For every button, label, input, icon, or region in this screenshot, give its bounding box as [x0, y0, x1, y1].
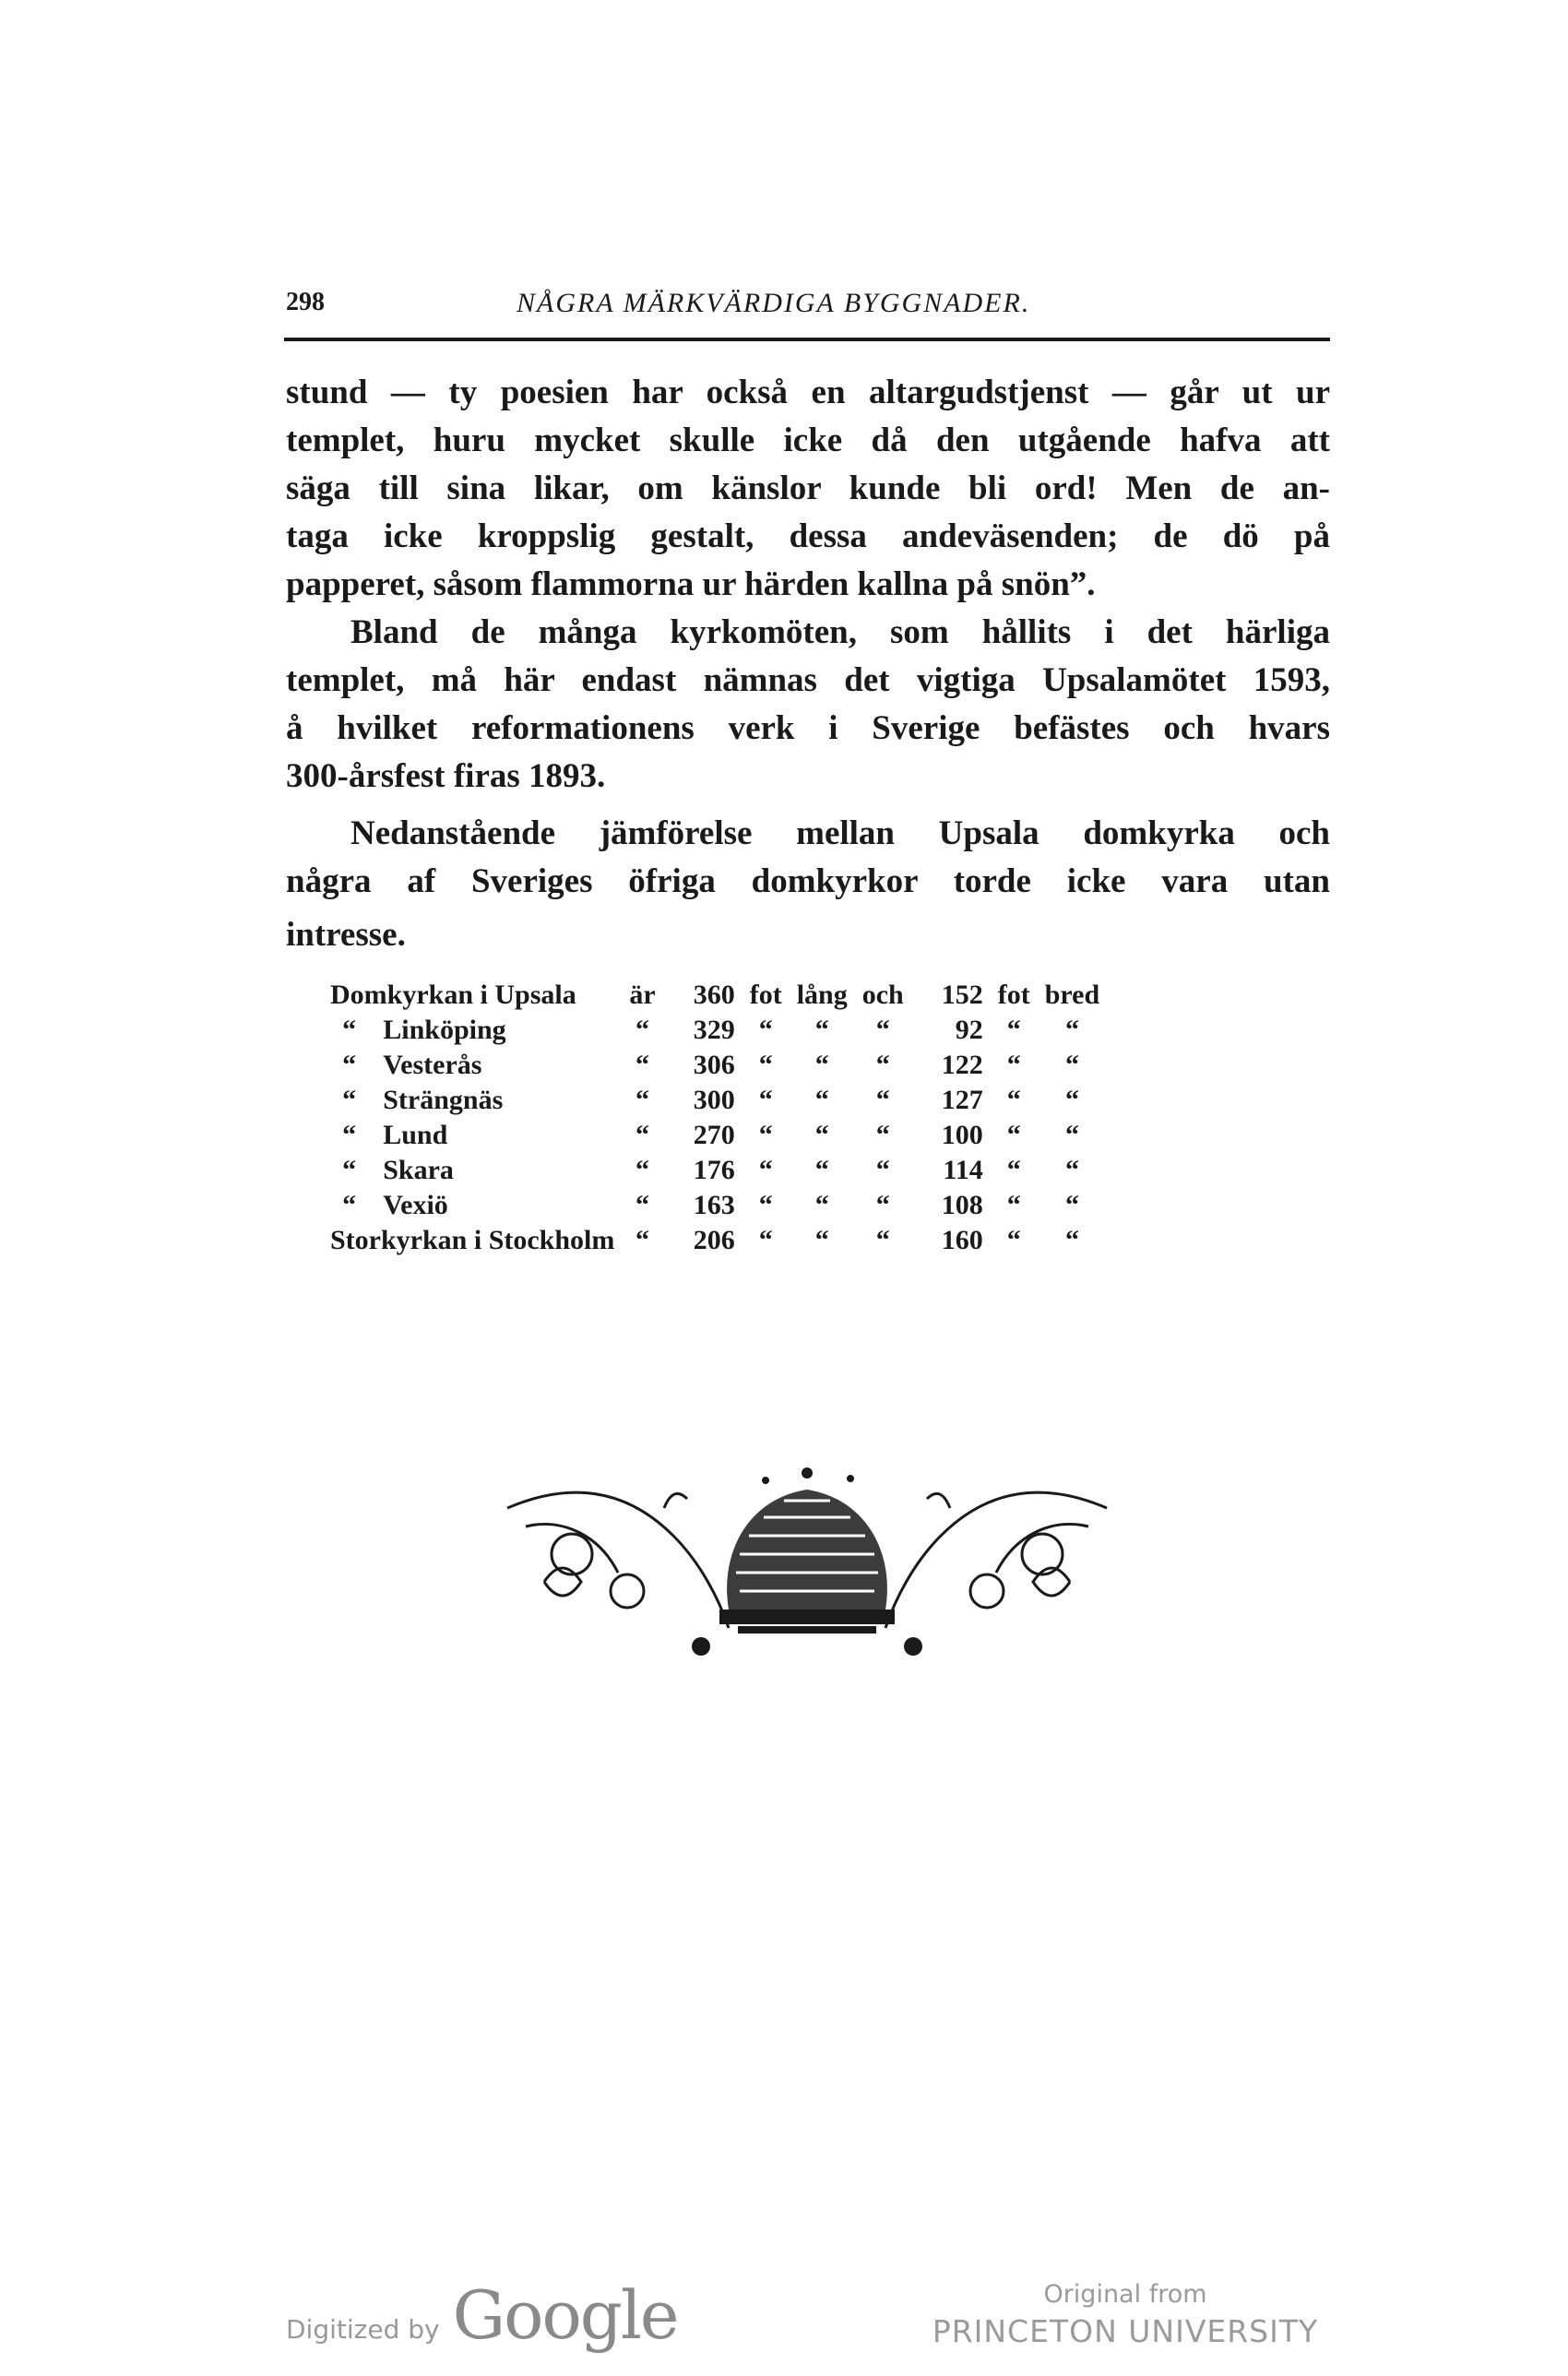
- width-value: 160: [941, 1225, 983, 1255]
- table-cell: “: [1064, 1120, 1079, 1150]
- length-value: 329: [693, 1015, 735, 1045]
- table-cell: “: [814, 1050, 829, 1080]
- text-line: säga till sina likar, om känslor kunde bli ord! Men de an-: [286, 469, 1330, 507]
- beehive-ornament: [489, 1453, 1125, 1674]
- table-cell: “: [1064, 1155, 1079, 1185]
- table-cell: “: [1006, 1015, 1021, 1045]
- table-cell: “: [814, 1155, 829, 1185]
- table-row: [323, 1223, 1107, 1258]
- ditto-mark: “: [342, 1120, 357, 1150]
- page-number: 298: [286, 288, 325, 316]
- table-cell: “: [1064, 1085, 1079, 1115]
- cathedral-city: Linköping: [383, 1015, 506, 1045]
- table-cell: “: [1006, 1190, 1021, 1220]
- table-cell: är: [629, 980, 656, 1010]
- cathedral-name: Storkyrkan i Stockholm: [330, 1225, 615, 1255]
- width-value: 122: [941, 1050, 983, 1080]
- header-rule: [284, 338, 1330, 341]
- table-cell: “: [1006, 1085, 1021, 1115]
- width-value: 92: [955, 1015, 983, 1045]
- width-value: 127: [941, 1085, 983, 1115]
- length-value: 306: [693, 1050, 735, 1080]
- ditto-mark: “: [342, 1190, 357, 1220]
- table-cell: “: [875, 1120, 890, 1150]
- table-cell: “: [758, 1190, 773, 1220]
- text-line: intresse.: [286, 916, 406, 954]
- cathedral-city: Skara: [383, 1155, 454, 1185]
- table-cell: “: [636, 1155, 650, 1185]
- original-from-label: Original from: [1043, 2280, 1207, 2309]
- table-cell: “: [814, 1085, 829, 1115]
- width-value: 114: [943, 1155, 983, 1185]
- table-cell: och: [861, 980, 904, 1010]
- digitized-by-footer: [286, 2276, 678, 2354]
- table-cell: “: [758, 1120, 773, 1150]
- running-head: [286, 288, 1328, 328]
- table-cell: “: [758, 1085, 773, 1115]
- table-cell: “: [1064, 1015, 1079, 1045]
- running-title: NÅGRA MÄRKVÄRDIGA BYGGNADER.: [517, 288, 1031, 318]
- cathedral-city: Lund: [383, 1120, 448, 1150]
- table-cell: “: [758, 1015, 773, 1045]
- table-cell: “: [1064, 1190, 1079, 1220]
- table-cell: “: [636, 1015, 650, 1045]
- width-value: 108: [941, 1190, 983, 1220]
- table-cell: fot: [997, 980, 1030, 1010]
- cathedral-dimensions-table: [323, 978, 1107, 1258]
- table-cell: “: [1064, 1050, 1079, 1080]
- ditto-mark: “: [342, 1015, 357, 1045]
- table-cell: “: [875, 1050, 890, 1080]
- paragraph-3: [286, 810, 1330, 959]
- table-row: [323, 1118, 1107, 1153]
- ditto-mark: “: [342, 1085, 357, 1115]
- ditto-mark: “: [342, 1155, 357, 1185]
- table-cell: fot: [749, 980, 782, 1010]
- length-value: 360: [693, 980, 735, 1010]
- table-row: [323, 1153, 1107, 1188]
- text-line: stund — ty poesien har också en altargudstjenst — går ut ur: [286, 374, 1330, 411]
- length-value: 270: [693, 1120, 735, 1150]
- cathedral-name: Domkyrkan i Upsala: [330, 980, 576, 1010]
- length-value: 163: [693, 1190, 735, 1220]
- table-cell: “: [1006, 1050, 1021, 1080]
- text-line: 300-årsfest firas 1893.: [286, 757, 606, 795]
- width-value: 152: [941, 980, 983, 1010]
- text-line: Nedanstående jämförelse mellan Upsala domkyrka och: [350, 814, 1330, 852]
- table-row: [323, 978, 1107, 1013]
- cathedral-city: Vexiö: [383, 1190, 448, 1220]
- table-cell: “: [636, 1050, 650, 1080]
- cathedral-city: Strängnäs: [383, 1085, 504, 1115]
- table-cell: “: [875, 1015, 890, 1045]
- university-label: PRINCETON UNIVERSITY: [932, 2313, 1319, 2349]
- text-line: templet, må här endast nämnas det vigtiga Upsalamötet 1593,: [286, 661, 1330, 699]
- text-line: papperet, såsom flammorna ur härden kallna på snön”.: [286, 565, 1096, 603]
- table-cell: “: [758, 1050, 773, 1080]
- google-logo: Google: [452, 2276, 678, 2354]
- text-line: templet, huru mycket skulle icke då den utgående hafva att: [286, 422, 1330, 459]
- width-value: 100: [941, 1120, 983, 1150]
- table-cell: “: [636, 1190, 650, 1220]
- table-row: [323, 1083, 1107, 1118]
- ditto-mark: “: [342, 1050, 357, 1080]
- length-value: 206: [693, 1225, 735, 1255]
- table-cell: “: [814, 1015, 829, 1045]
- text-line: å hvilket reformationens verk i Sverige befästes och hvars: [286, 709, 1330, 747]
- table-cell: “: [1006, 1225, 1021, 1255]
- length-value: 300: [693, 1085, 735, 1115]
- body-text: [286, 369, 1330, 959]
- table-cell: bred: [1044, 980, 1100, 1010]
- table-cell: “: [875, 1190, 890, 1220]
- table-cell: “: [758, 1225, 773, 1255]
- length-value: 176: [693, 1155, 735, 1185]
- table-row: [323, 1048, 1107, 1083]
- table-cell: “: [814, 1190, 829, 1220]
- table-cell: “: [1006, 1155, 1021, 1185]
- table-row: [323, 1013, 1107, 1048]
- text-line: några af Sveriges öfriga domkyrkor torde icke vara utan: [286, 862, 1330, 900]
- table-cell: “: [636, 1225, 650, 1255]
- table-cell: “: [1006, 1120, 1021, 1150]
- table-cell: “: [814, 1225, 829, 1255]
- source-footer: [932, 2278, 1319, 2352]
- table-cell: “: [875, 1085, 890, 1115]
- table-cell: “: [1064, 1225, 1079, 1255]
- text-line: Bland de många kyrkomöten, som hållits i det härliga: [350, 613, 1330, 651]
- table-cell: “: [758, 1155, 773, 1185]
- cathedral-city: Vesterås: [383, 1050, 482, 1080]
- table-cell: “: [636, 1120, 650, 1150]
- table-cell: “: [814, 1120, 829, 1150]
- table-cell: “: [875, 1155, 890, 1185]
- paragraph-1: [286, 369, 1330, 609]
- table-cell: “: [875, 1225, 890, 1255]
- table-row: [323, 1188, 1107, 1223]
- paragraph-2: [286, 609, 1330, 801]
- table-cell: “: [636, 1085, 650, 1115]
- digitized-by-label: Digitized by: [286, 2314, 440, 2345]
- text-line: taga icke kroppslig gestalt, dessa andeväsenden; de dö på: [286, 517, 1330, 555]
- table-cell: lång: [796, 980, 848, 1010]
